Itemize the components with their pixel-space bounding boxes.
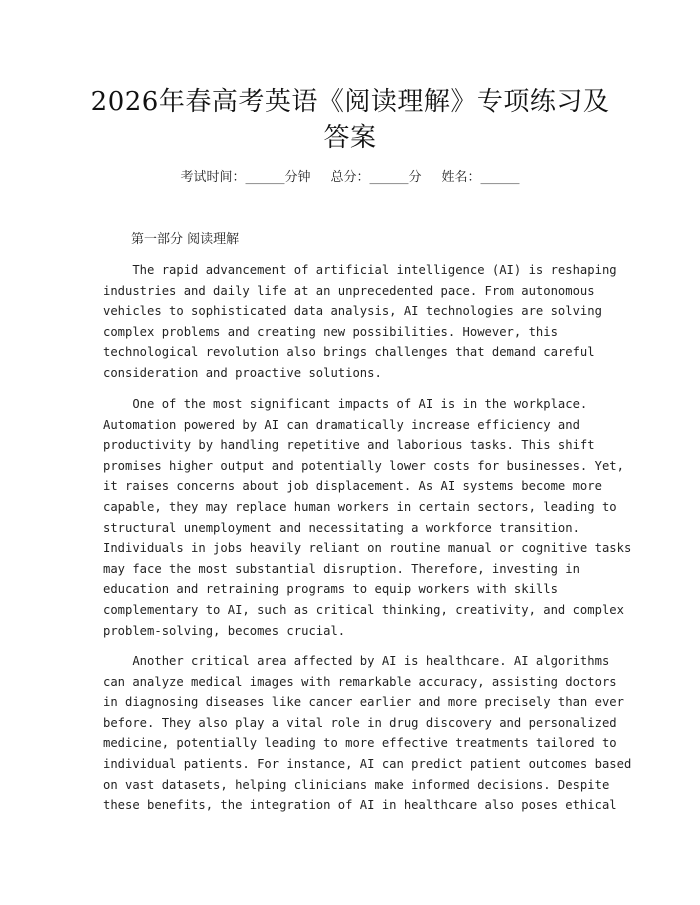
passage-paragraph-2: One of the most significant impacts of AI is in the workplace. Automation powered by AI can dramatically increase efficiency and productivity by handling repetitive and laborious tasks. This shift promises higher output and potentially lower costs for businesses. Yet, it raises concerns about job displacement. As AI systems become more capable, they may replace human workers in certain sectors, leading to structural unemployment and necessitating a workforce transition. Individuals in jobs heavily reliant on routine manual or cognitive tasks may face the most substantial disruption. Therefore, investing in education and retraining programs to equip workers with skills complementary to AI, such as critical thinking, creativity, and complex problem-solving, becomes crucial. xyxy=(103,397,632,638)
passage-paragraph-1: The rapid advancement of artificial intelligence (AI) is reshaping industries and daily life at an unprecedented pace. From autonomous vehicles to sophisticated data analysis, AI technologies are solving complex problems and creating new possibilities. However, this technological revolution also brings challenges that demand careful consideration and proactive solutions. xyxy=(103,263,617,380)
student-name-field: 姓名：______ xyxy=(441,170,520,185)
passage-paragraph-3: Another critical area affected by AI is healthcare. AI algorithms can analyze medical images with remarkable accuracy, assisting doctors in diagnosing diseases like cancer earlier and more precisely than ever before. They also play a vital role in drug discovery and personalized medicine, potentially leading to more effective treatments tailored to individual patients. For instance, AI can predict patient outcomes based on vast datasets, helping clinicians make informed decisions. Despite these benefits, the integration of AI in healthcare also poses ethical xyxy=(103,654,632,813)
total-score-field: 总分：______分 xyxy=(330,170,422,185)
exam-info-line xyxy=(0,168,700,188)
section-heading: 第一部分 阅读理解 xyxy=(131,232,240,247)
exam-time-field: 考试时间：______分钟 xyxy=(180,170,311,185)
document-title: 2026年春高考英语《阅读理解》专项练习及答案 xyxy=(90,87,610,153)
